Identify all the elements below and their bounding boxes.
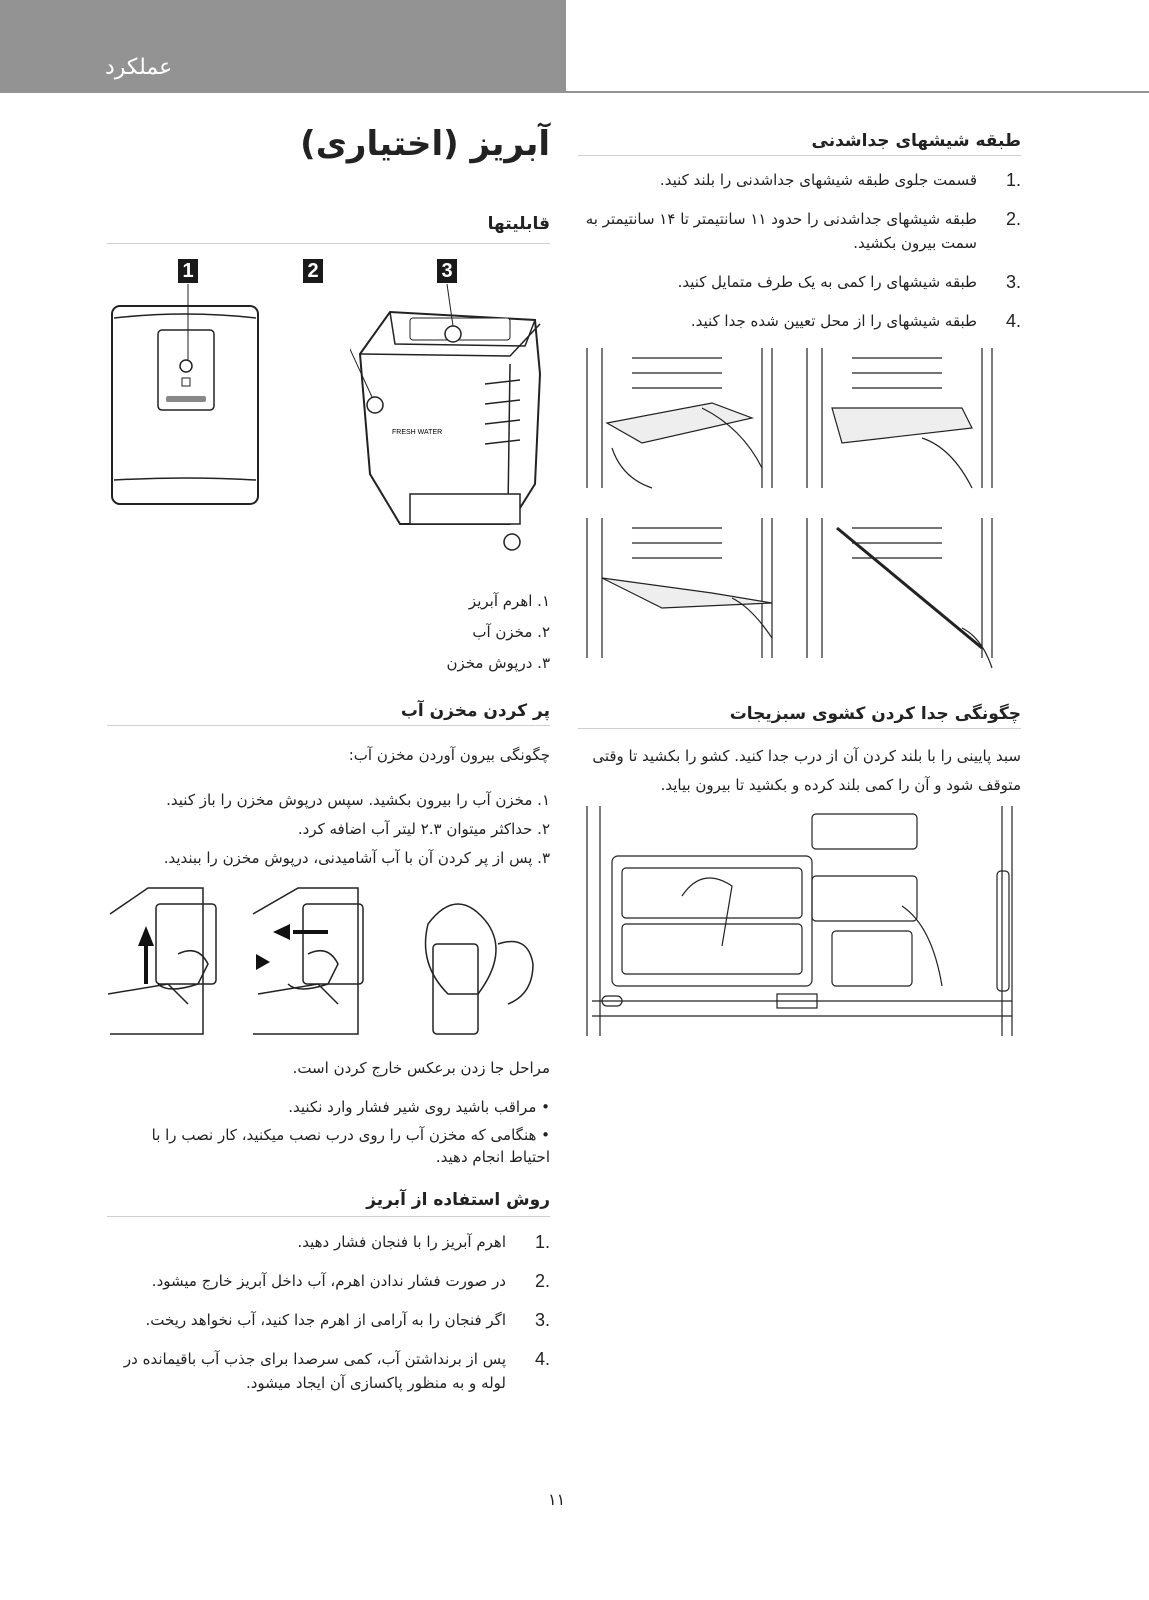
header-rule (566, 91, 1149, 93)
dispenser-front-illustration (108, 284, 264, 514)
drawer-heading: چگونگی جدا کردن کشوی سبزیجات (729, 704, 1021, 724)
list-item: 4. طبقه شیشهای را از محل تعیین شده جدا کنید. (690, 311, 1021, 331)
list-item: ۲. مخزن آب (472, 623, 550, 641)
divider (107, 243, 550, 244)
reverse-note: مراحل جا زدن برعکس خارج کردن است. (292, 1059, 550, 1077)
divider (107, 1216, 550, 1217)
drawer-text: سبد پایینی را با بلند کردن آن از درب جدا کنید. کشو را بکشید تا وقتی متوقف شود و آن را کمی بلند کرده و بکشید تا بیرون بیاید. (592, 747, 1021, 794)
list-item: 2. طبقه شیشهای جداشدنی را حدود ۱۱ سانتیمتر تا ۱۴ سانتیمتر به سمت بیرون بکشید. (585, 209, 1021, 252)
shelf-heading: طبقه شیشهای جداشدنی (811, 131, 1021, 151)
callout-label-2: 2 (303, 259, 323, 283)
divider (578, 155, 1021, 156)
page-number: ۱۱ (548, 1490, 566, 1509)
list-item: 3. طبقه شیشهای را کمی به یک طرف متمایل کنید. (677, 272, 1021, 292)
list-item: • مراقب باشید روی شیر فشار وارد نکنید. (288, 1098, 550, 1116)
list-item: 1. اهرم آبریز را با فنجان فشار دهید. (297, 1232, 550, 1252)
list-item: 3. اگر فنجان را به آرامی از اهرم جدا کنید، آب نخواهد ریخت. (145, 1310, 550, 1330)
list-item: ۱. مخزن آب را بیرون بکشید. سپس درپوش مخزن را باز کنید. (166, 791, 550, 809)
list-item: 4. پس از برنداشتن آب، کمی سرصدا برای جذب آب باقیمانده در لوله و به منظور پاکسازی آن ایجاد میشود. (123, 1349, 550, 1392)
list-item: ۲. حداکثر میتوان ۲.۳ لیتر آب اضافه کرد. (297, 820, 550, 838)
shelf-steps (578, 168, 1021, 348)
fill-intro: چگونگی بیرون آوردن مخزن آب: (348, 746, 550, 764)
brand-label: FRESH WATER (392, 429, 443, 436)
header-bar (0, 0, 566, 93)
callout-label-1: 1 (178, 259, 198, 283)
water-tank-illustration (350, 284, 550, 559)
usage-heading: روش استفاده از آبریز (366, 1190, 550, 1210)
usage-steps (107, 1230, 550, 1410)
list-item: ۳. پس از پر کردن آن با آب آشامیدنی، درپوش مخزن را ببندید. (163, 849, 550, 867)
divider (578, 728, 1021, 729)
list-item: • هنگامی که مخزن آب را روی درب نصب میکنید، کار نصب را با احتیاط انجام دهید. (151, 1126, 550, 1166)
parts-heading: قابلیتها (487, 214, 550, 234)
page-title: آبریز (اختیاری) (300, 124, 550, 164)
divider (107, 725, 550, 726)
list-item: 1. قسمت جلوی طبقه شیشهای جداشدنی را بلند کنید. (659, 170, 1021, 190)
list-item: 2. در صورت فشار ندادن اهرم، آب داخل آبریز خارج میشود. (151, 1271, 550, 1291)
warning-bullets (107, 1096, 550, 1174)
drawer-removal-illustration (582, 806, 1022, 1038)
fill-heading: پر کردن مخزن آب (400, 701, 550, 721)
shelf-removal-illustrations (582, 348, 1022, 670)
fill-steps (107, 786, 550, 873)
list-item: ۳. درپوش مخزن (446, 654, 550, 672)
parts-list (300, 586, 550, 679)
fill-tank-illustrations (108, 884, 550, 1039)
callout-label-3: 3 (437, 259, 457, 283)
list-item: ۱. اهرم آبریز (468, 592, 550, 610)
section-title: عملکرد (105, 55, 173, 80)
